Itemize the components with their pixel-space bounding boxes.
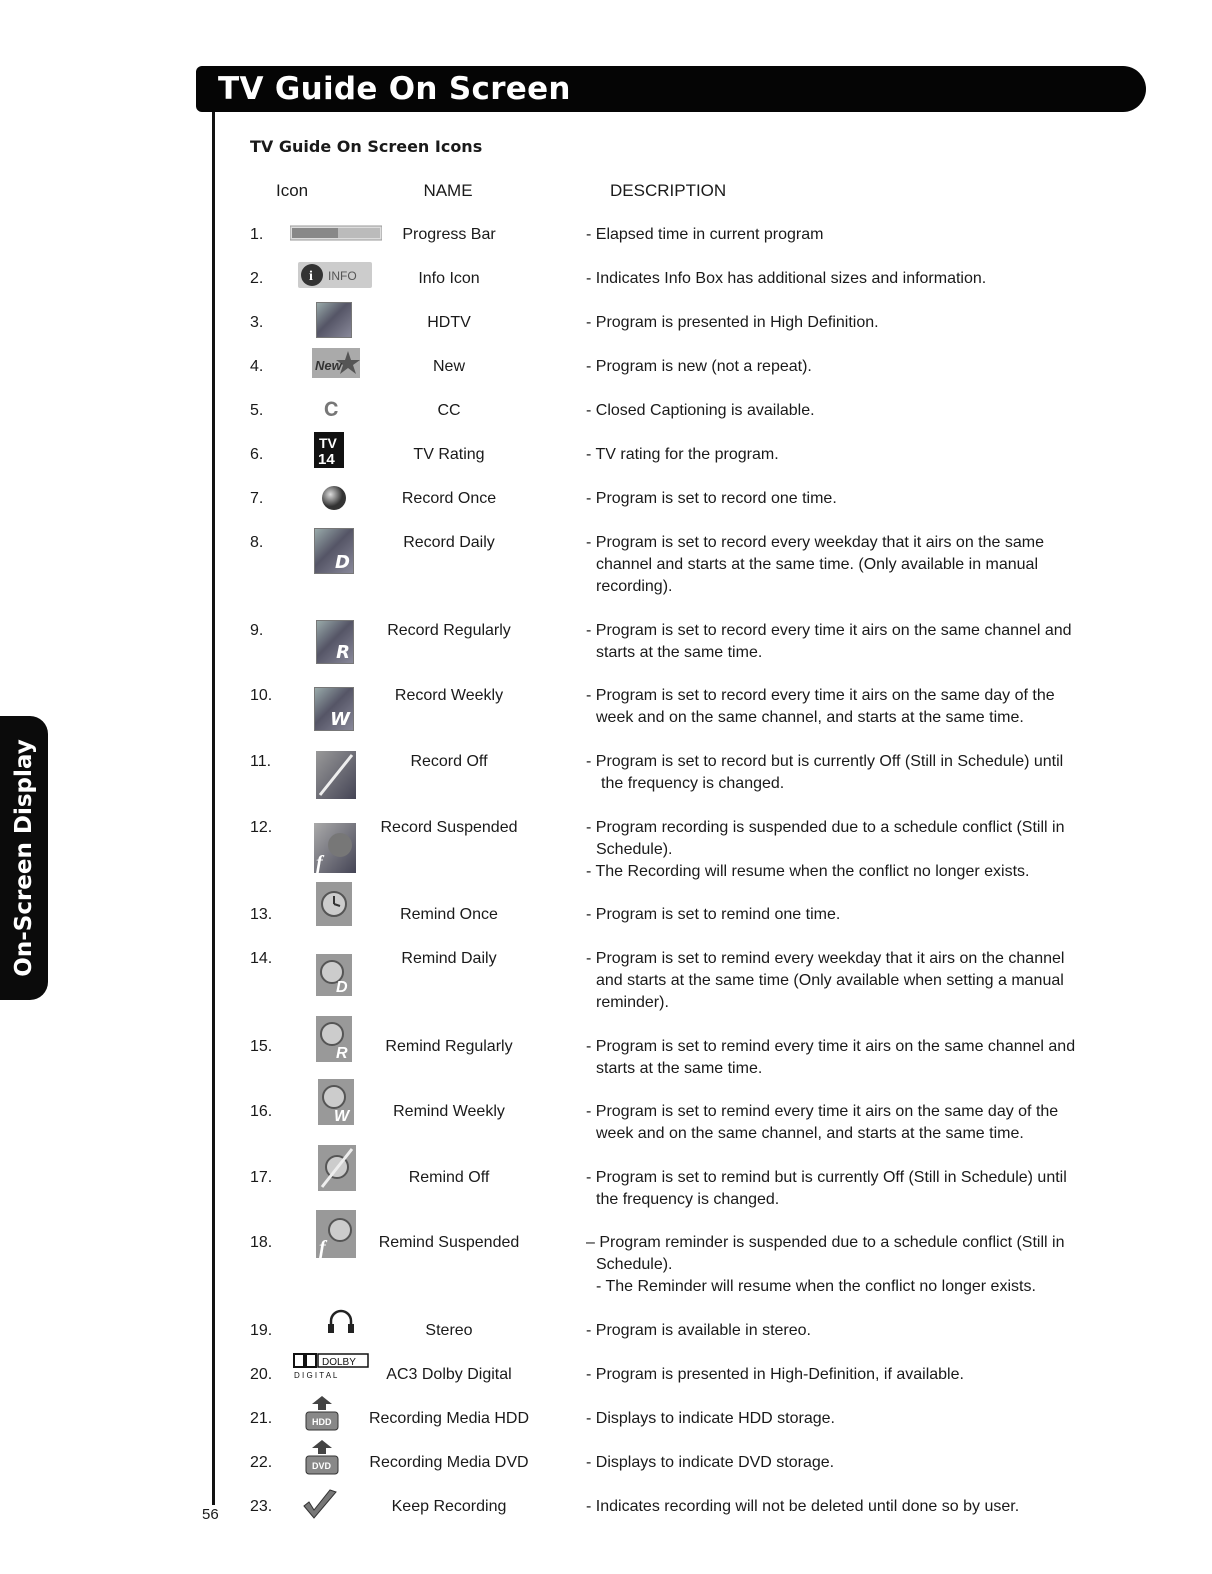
row-number: 18. [250,1234,273,1251]
icon-name: Record Suspended [380,819,518,836]
icon-name: HDTV [427,314,471,331]
column-header-name: NAME [423,181,473,200]
row-number: 22. [250,1454,273,1471]
remind-weekly-icon [318,1079,354,1130]
svg-text:R: R [336,1045,348,1062]
svg-text:f: f [316,852,323,873]
icon-name: TV Rating [413,446,485,463]
hdtv-icon [316,302,352,338]
icon-description: - Indicates recording will not be deleted until done so by user. [586,1498,1020,1515]
icon-name: AC3 Dolby Digital [386,1366,512,1383]
tv-rating-icon [314,432,344,473]
svg-text:f: f [319,1237,326,1258]
svg-text:𝐂: 𝐂 [324,399,339,420]
row-number: 17. [250,1169,273,1186]
icon-name: Remind Daily [401,950,497,967]
checkmark-icon [300,1488,340,1529]
icon-description: - Program is set to record but is currently Off (Still in Schedule) until the frequency is changed. [586,753,1064,792]
icon-description: - Program is set to remind every time it airs on the same day of the week and on the same channel, and starts at the same time. [586,1103,1059,1142]
svg-text:DOLBY: DOLBY [322,1357,356,1368]
icon-name: Record Regularly [387,622,511,639]
icon-description: - Program is set to record one time. [586,490,837,507]
hdd-media-icon [302,1394,342,1437]
icon-name: Record Off [410,753,488,770]
svg-text:HDD: HDD [312,1417,332,1427]
svg-text:D: D [336,979,348,996]
icon-description: - Program is set to record every weekday that it airs on the same channel and starts at the same time. (Only available in manual recording). [586,534,1044,595]
icon-description: - Program is set to remind every time it airs on the same channel and starts at the same time. [586,1038,1076,1077]
icon-description: - Program is set to remind one time. [586,906,841,923]
remind-once-icon [316,882,352,931]
dvd-media-icon [302,1438,342,1481]
icon-description: - Program is presented in High Definition. [586,314,879,331]
icon-description: - Program is set to record every time it airs on the same channel and starts at the same time. [586,622,1072,661]
section-title: TV Guide On Screen Icons [250,137,483,156]
svg-text:D I G I T A L: D I G I T A L [294,1371,338,1380]
icon-description: - Program recording is suspended due to a schedule conflict (Still in Schedule). - The Recording will resume when the conflict no longer exists. [586,819,1065,880]
icon-description: – Program reminder is suspended due to a schedule conflict (Still in Schedule). - The Reminder will resume when the conflict no longer exists. [586,1234,1065,1295]
side-tab [0,716,48,1000]
icon-name: Record Weekly [394,687,504,704]
side-tab-label: On-Screen Display [11,739,37,977]
record-daily-icon: D [314,528,354,574]
record-suspended-icon [314,823,356,878]
remind-suspended-icon [316,1210,356,1263]
row-number: 4. [250,358,264,375]
svg-text:W: W [334,1108,350,1125]
icon-name: Recording Media HDD [368,1410,530,1427]
margin-rule [212,112,215,1505]
record-weekly-icon: W [314,687,354,731]
icon-name: New [432,358,465,375]
new-star-icon [312,348,360,383]
column-header-icon: Icon [276,181,309,200]
icon-name: Keep Recording [391,1498,507,1515]
icon-name: Remind Once [400,906,498,923]
row-number: 9. [250,622,264,639]
row-number: 14. [250,950,273,967]
row-number: 5. [250,402,264,419]
row-number: 6. [250,446,264,463]
icon-name: Remind Weekly [393,1103,505,1120]
row-number: 10. [250,687,273,704]
icon-name: Stereo [425,1322,473,1339]
icon-name: Remind Off [408,1169,490,1186]
icon-name: Record Once [401,490,497,507]
row-number: 3. [250,314,264,331]
svg-text:i: i [309,269,313,284]
closed-caption-icon [322,398,344,425]
icon-name: Record Daily [403,534,495,551]
icon-name: Remind Suspended [378,1234,520,1251]
icon-name: Remind Regularly [385,1038,513,1055]
icon-description: - Program is new (not a repeat). [586,358,812,375]
row-number: 20. [250,1366,273,1383]
icon-description: - Program is set to record every time it airs on the same day of the week and on the same channel, and starts at the same time. [586,687,1055,726]
remind-daily-icon [316,954,352,1001]
row-number: 13. [250,906,273,923]
row-number: 7. [250,490,264,507]
row-number: 11. [250,753,272,770]
row-number: 16. [250,1103,273,1120]
icon-description: - Program is set to remind but is currently Off (Still in Schedule) until the frequency is changed. [586,1169,1067,1208]
headphones-icon [326,1306,356,1341]
icon-description: - Program is set to remind every weekday that it airs on the channel and starts at the same time (Only available when setting a manual reminder). [586,950,1065,1011]
icon-description: - Closed Captioning is available. [586,402,815,419]
row-number: 21. [250,1410,273,1427]
page-number: 56 [202,1506,219,1523]
row-number: 2. [250,270,264,287]
record-off-icon [316,751,356,804]
icon-name: CC [437,402,461,419]
record-once-icon [320,484,348,517]
row-number: 15. [250,1038,273,1055]
icon-description: - TV rating for the program. [586,446,779,463]
column-header-description: DESCRIPTION [610,181,727,200]
svg-text:New: New [315,358,342,373]
svg-text:14: 14 [318,451,335,468]
icon-description: - Program is available in stereo. [586,1322,811,1339]
icon-description: - Program is presented in High-Definition, if available. [586,1366,964,1383]
icon-description: - Elapsed time in current program [586,226,824,243]
remind-off-icon [318,1145,356,1196]
icon-description: - Displays to indicate DVD storage. [586,1454,835,1471]
row-number: 19. [250,1322,273,1339]
svg-text:TV: TV [319,435,337,451]
header-banner [196,66,1146,112]
icon-description: - Displays to indicate HDD storage. [586,1410,835,1427]
svg-text:INFO: INFO [328,269,357,283]
svg-text:DVD: DVD [312,1461,332,1471]
icon-name: Progress Bar [402,226,496,243]
row-number: 8. [250,534,264,551]
row-number: 23. [250,1498,273,1515]
page-title: TV Guide On Screen [218,71,571,107]
row-number: 12. [250,819,273,836]
icon-description: - Indicates Info Box has additional sizes and information. [586,270,987,287]
icon-name: Info Icon [418,270,480,287]
record-regularly-icon: R [316,620,354,664]
icon-name: Recording Media DVD [369,1454,529,1471]
row-number: 1. [250,226,264,243]
remind-regularly-icon [316,1016,352,1067]
